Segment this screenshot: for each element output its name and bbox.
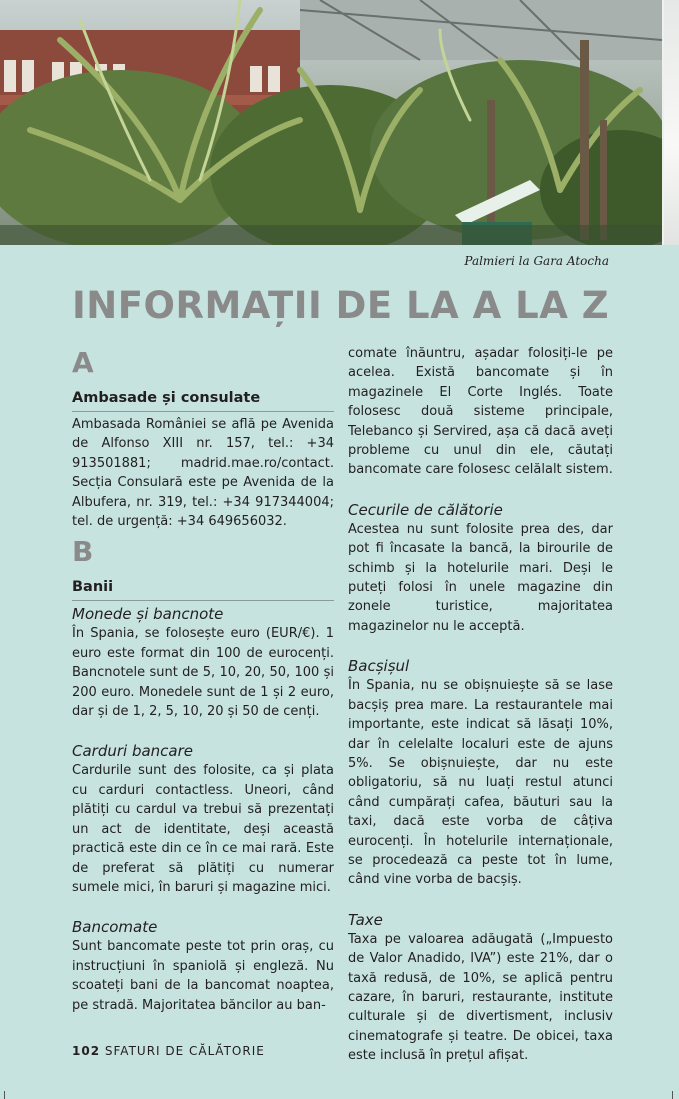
subsection-title-taxe: Taxe (348, 910, 383, 929)
section-letter-b: B (72, 535, 94, 569)
bancomate-continued-text: comate înăuntru, așadar folosiți-le pe acelea. Există bancomate și în magazinele El Corte Inglés. Toate folosesc două sisteme principale, Telebanco și Servired, așa că dacă aveți probleme cu unul din ele, căutați bancomate care folosesc celălalt sistem. (348, 346, 613, 478)
carduri-text: Cardurile sunt des folosite, ca și plata cu carduri contactless. Uneori, când plătiți cu cardul va trebui să prezentați un act de identitate, deși această practică este din ce în ce mai rară. Este de preferat să plătiți cu numerar sumele mici, în baruri și magazine mici. (72, 763, 334, 895)
page-footer (72, 1044, 265, 1058)
subsection-title-bacsis: Bacșișul (348, 657, 410, 676)
photo-caption: Palmieri la Gara Atocha (464, 254, 609, 268)
cecuri-text: Acestea nu sunt folosite prea des, dar pot fi încasate la bancă, la birourile de schimb și la hotelurile mari. Deși le puteți folosi în unele magazine din zonele turistice, majoritatea magazinelor nu le acceptă. (348, 521, 613, 634)
left-column (72, 344, 334, 1015)
bancomate-text: Sunt bancomate peste tot prin oraș, cu instrucțiuni în spaniolă și engleză. Nu scoateți bani de la bancomat noaptea, pe stradă. Majoritatea băncilor au ban- (72, 939, 334, 1013)
section-title-banii: Banii (72, 577, 334, 601)
section-title-ambasade: Ambasade și consulate (72, 388, 334, 412)
subsection-title-cecuri: Cecurile de călătorie (348, 500, 503, 519)
crop-mark (4, 1091, 5, 1099)
page-title: INFORMAȚII DE LA A LA Z (72, 284, 610, 327)
subsection-title-bancomate: Bancomate (72, 918, 158, 937)
section-letter-a: A (72, 346, 94, 379)
subsection-title-monede: Monede și bancnote (72, 605, 224, 624)
crop-mark (672, 1091, 673, 1099)
palms-photo-illustration (0, 0, 662, 245)
header-photo (0, 0, 662, 245)
footer-section-name: SFATURI DE CĂLĂTORIE (104, 1044, 265, 1058)
page-number: 102 (72, 1044, 101, 1058)
page-edge-strip (662, 0, 679, 245)
subsection-title-carduri: Carduri bancare (72, 742, 194, 761)
monede-text: În Spania, se folosește euro (EUR/€). 1 euro este format din 100 de eurocenți. Bancnotele sunt de 5, 10, 20, 50, 100 și 200 euro. Monedele sunt de 1 și 2 euro, dar și de 1, 2, 5, 10, 20 și 50 de cenți. (72, 626, 334, 720)
bacsis-text: În Spania, nu se obișnuiește să se lase bacșiș prea mare. La restaurantele mai importante, este indicat să lăsați 10%, dar în celelalte localuri este de ajuns 5%. Se obișnuiește, dar nu este obligatoriu, să nu luați restul atunci când cumpărați cafea, băuturi sau la taxi, dacă este vorba de câțiva eurocenți. În hotelurile internaționale, se procedează ca peste tot în lume, când vine vorba de bacșiș. (348, 678, 613, 888)
ambasade-text: Ambasada României se află pe Avenida de Alfonso XIII nr. 157, tel.: +34 913501881; madrid.mae.ro/contact. Secția Consulară este pe Avenida de la Albufera, nr. 319, tel.: +34 917344004; tel. de urgență: +34 649656032. (72, 417, 334, 530)
right-column (348, 344, 613, 1066)
taxe-text: Taxa pe valoarea adăugată („Impuesto de Valor Anadido, IVA”) este 21%, dar o taxă redusă, de 10%, se aplică pentru cazare, în baruri, restaurante, institute culturale și de divertisment, inclusiv cinematografe și teatre. De obicei, taxa este inclusă în prețul afișat. (348, 931, 613, 1064)
